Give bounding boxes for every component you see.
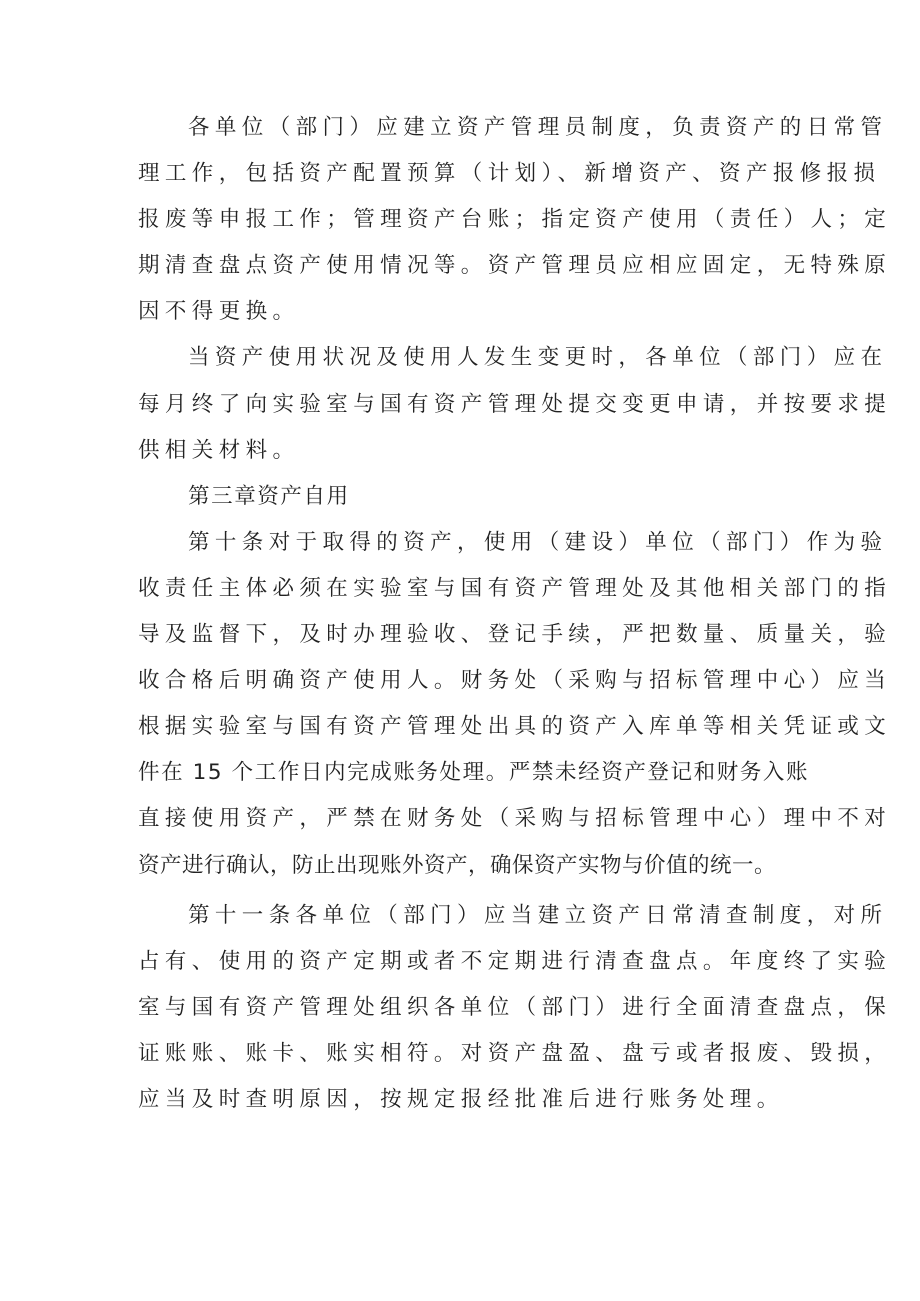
- paragraph-asset-administrator: [138, 105, 892, 335]
- text-line: 因不得更换。: [138, 299, 300, 325]
- text-line: 证账账、账卡、账实相符。对资产盘盈、盘亏或者报废、毁损，: [138, 1040, 892, 1066]
- paragraph-change-request: [138, 335, 892, 473]
- text-line: 理工作，包括资产配置预算（计划）、新增资产、资产报修报损: [138, 161, 881, 187]
- text-line: 第十条对于取得的资产，使用（建设）单位（部门）作为验: [188, 529, 888, 555]
- text-line: 报废等申报工作；管理资产台账；指定资产使用（责任）人；定: [138, 207, 892, 233]
- article-10: [138, 520, 892, 889]
- document-body: [138, 105, 892, 1123]
- text-line: 收合格后明确资产使用人。财务处（采购与招标管理中心）应当: [138, 668, 892, 694]
- text-line: 直接使用资产，严禁在财务处（采购与招标管理中心）理中不对: [138, 806, 892, 832]
- text-line: 占有、使用的资产定期或者不定期进行清查盘点。年度终了实验: [138, 948, 892, 974]
- text-line: 当资产使用状况及使用人发生变更时，各单位（部门）应在: [188, 345, 888, 371]
- text-line: 应当及时查明原因，按规定报经批准后进行账务处理。: [138, 1086, 784, 1112]
- text-line: 资产进行确认，防止出现账外资产，确保资产实物与价值的统一。: [138, 852, 777, 878]
- text-line: 导及监督下，及时办理验收、登记手续，严把数量、质量关，验: [138, 622, 892, 648]
- text-line: 室与国有资产管理处组织各单位（部门）进行全面清查盘点，保: [138, 994, 892, 1020]
- article-11: [138, 893, 892, 1123]
- text-line: 期清查盘点资产使用情况等。资产管理员应相应固定，无特殊原: [138, 253, 892, 279]
- text-line: 各单位（部门）应建立资产管理员制度，负责资产的日常管: [188, 115, 888, 140]
- text-line: 收责任主体必须在实验室与国有资产管理处及其他相关部门的指: [138, 575, 892, 601]
- text-line: 第十一条各单位（部门）应当建立资产日常清查制度，对所: [188, 902, 888, 928]
- text-line: 根据实验室与国有资产管理处出具的资产入库单等相关凭证或文: [138, 714, 892, 740]
- chapter-heading: 第三章资产自用: [188, 483, 350, 509]
- text-line: 件在 15 个工作日内完成账务处理。严禁未经资产登记和财务入账: [138, 760, 810, 786]
- text-line: 每月终了向实验室与国有资产管理处提交变更申请，并按要求提: [138, 391, 892, 417]
- text-line: 供相关材料。: [138, 437, 300, 463]
